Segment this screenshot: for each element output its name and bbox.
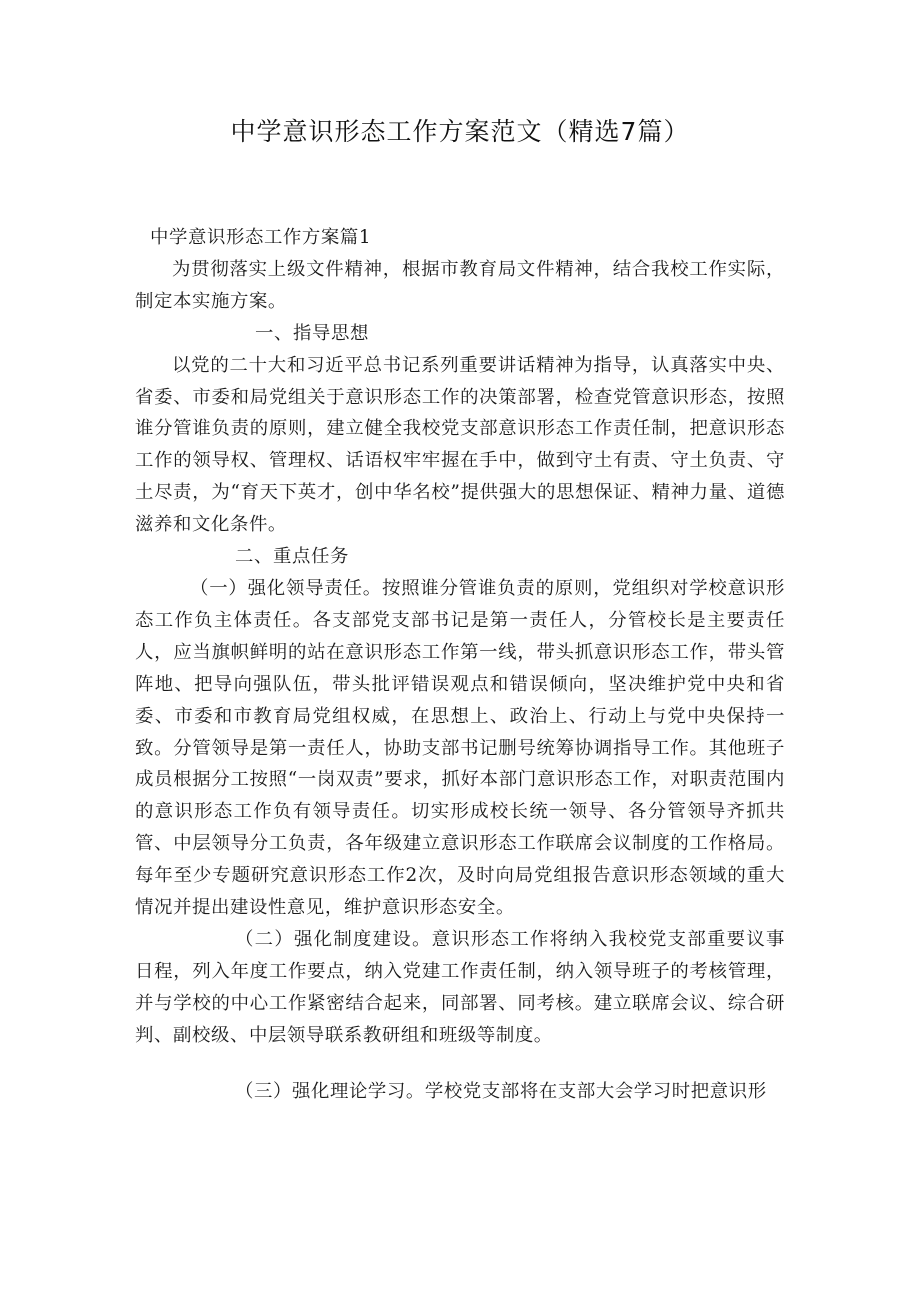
heading-key-tasks: 二、重点任务	[235, 546, 349, 568]
task-item-3: （三）强化理论学习。学校党支部将在支部大会学习时把意识形	[235, 1080, 767, 1102]
task-item-1: （一）强化领导责任。按照谁分管谁负责的原则，党组织对学校意识形态工作负主体责任。各支部党支部书记是第一责任人，分管校长是主要责任人，应当旗帜鲜明的站在意识形态工作第一线，带头抓意识形态工作，带头管阵地、把导向强队伍，带头批评错误观点和错误倾向，坚决维护党中央和省委、市委和市教育局党组权威，在思想上、政治上、行动上与党中央保持一致。分管领导是第一责任人，协助支部书记删号统筹协调指导工作。其他班子成员根据分工按照“一岗双责”要求，抓好本部门意识形态工作，对职责范围内的意识形态工作负有领导责任。切实形成校长统一领导、各分管领导齐抓共管、中层领导分工负责，各年级建立意识形态工作联席会议制度的工作格局。每年至少专题研究意识形态工作2次，及时向局党组报告意识形态领域的重大情况并提出建设性意见，维护意识形态安全。	[135, 577, 785, 919]
task-item-2: （二）强化制度建设。意识形态工作将纳入我校党支部重要议事日程，列入年度工作要点，纳入党建工作责任制，纳入领导班子的考核管理，并与学校的中心工作紧密结合起来，同部署、同考核。建立联席会议、综合研判、副校级、中层领导联系教研组和班级等制度。	[135, 928, 785, 1046]
heading-guiding-ideology: 一、指导思想	[255, 322, 369, 344]
intro-paragraph: 为贯彻落实上级文件精神，根据市教育局文件精神，结合我校工作实际，制定本实施方案。	[135, 258, 785, 312]
paragraph-guiding-ideology: 以党的二十大和习近平总书记系列重要讲话精神为指导，认真落实中央、省委、市委和局党组关于意识形态工作的决策部署，检查党管意识形态，按照谁分管谁负责的原则，建立健全我校党支部意识形态工作责任制，把意识形态工作的领导权、管理权、话语权牢牢握在手中，做到守土有责、守土负责、守土尽责，为“育天下英才，创中华名校”提供强大的思想保证、精神力量、道德滋养和文化条件。	[135, 354, 785, 536]
document-body	[135, 222, 785, 1107]
section-title: 中学意识形态工作方案篇1	[150, 227, 372, 248]
document-title: 中学意识形态工作方案范文（精选7篇）	[230, 117, 690, 146]
